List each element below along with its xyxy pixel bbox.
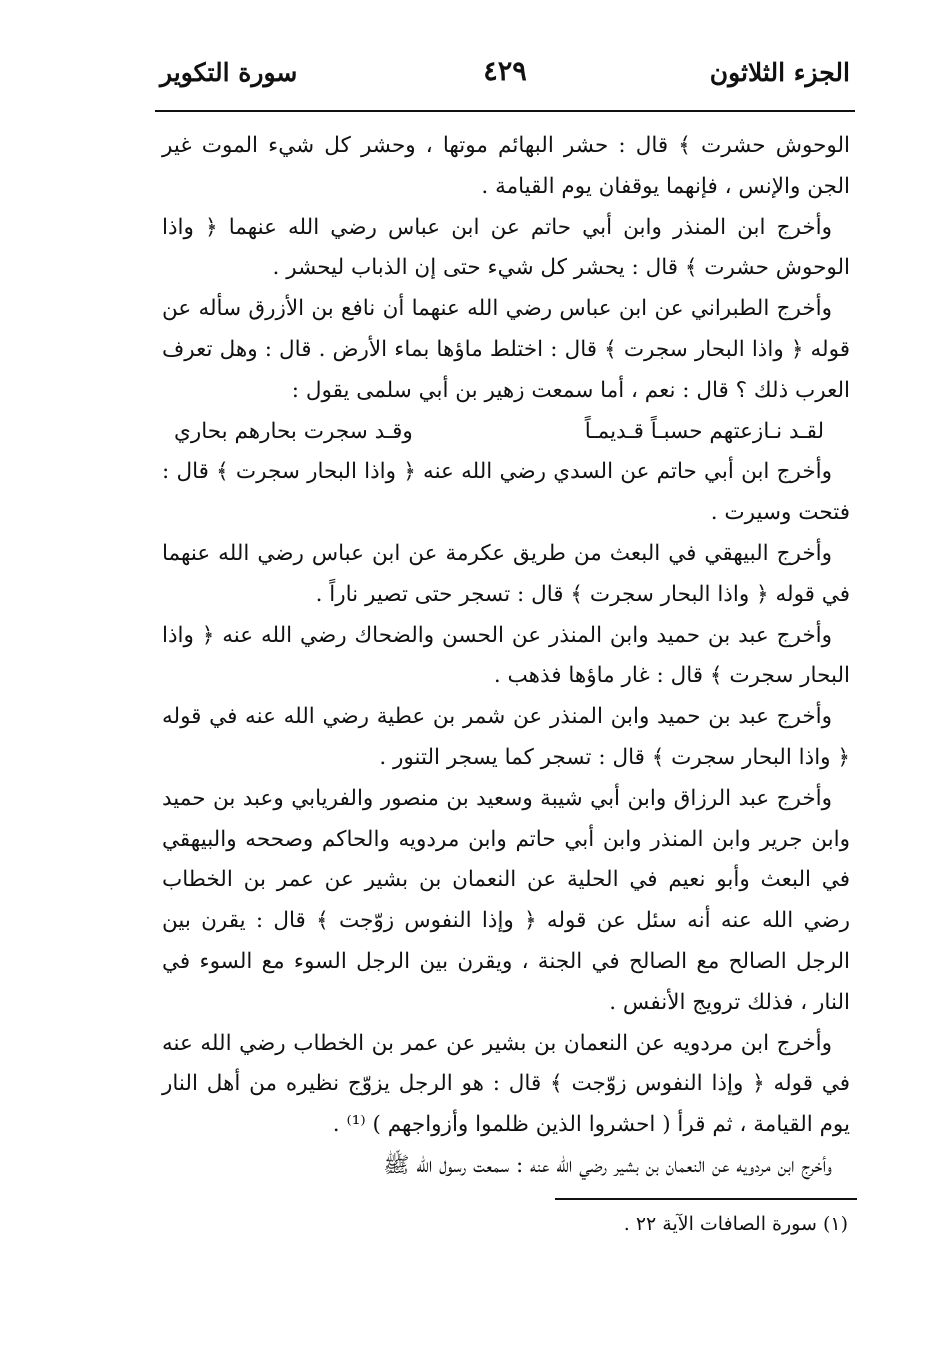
- verse-first-hemistich: لقـد نـازعتهم حسبـاً قـديمـاً: [584, 418, 824, 444]
- paragraph: وأخرج عبد بن حميد وابن المنذر عن الحسن والضحاك رضي الله عنه ﴿ واذا البحار سجرت ﴾ قال : غار ماؤها فذهب .: [162, 622, 850, 689]
- paragraph: وأخرج عبد الرزاق وابن أبي شيبة وسعيد بن منصور والفريابي وعبد بن حميد وابن جرير وابن المنذر وابن أبي حاتم وابن مردويه والحاكم وصححه والبيهقي في البعث وأبو نعيم في الحلية عن النعمان بن بشير عن عمر بن الخطاب رضي الله عنه أنه سئل عن قوله ﴿ وإذا النفوس زوّجت ﴾ قال : يقرن بين الرجل الصالح مع الصالح في الجنة ، ويقرن بين الرجل السوء مع السوء في النار ، فذلك ترويج الأنفس .: [162, 785, 850, 1015]
- paragraph: وأخرج ابن مردويه عن النعمان بن بشير رضي الله عنه : سمعت رسول الله ﷺ: [383, 1152, 832, 1178]
- poetry-verse: [162, 412, 850, 453]
- part-title: الجزء الثلاثون: [709, 58, 850, 87]
- running-header: [160, 52, 850, 102]
- page-number: ٤٢٩: [483, 56, 527, 87]
- paragraph: وأخرج ابن أبي حاتم عن السدي رضي الله عنه ﴿ واذا البحار سجرت ﴾ قال : فتحت وسيرت .: [162, 459, 850, 526]
- paragraph: وأخرج عبد بن حميد وابن المنذر عن شمر بن عطية رضي الله عنه في قوله ﴿ واذا البحار سجرت ﴾ قال : تسجر كما يسجر التنور .: [162, 704, 850, 770]
- paragraph: وأخرج الطبراني عن ابن عباس رضي الله عنهما أن نافع بن الأزرق سأله عن قوله ﴿ واذا البحار سجرت ﴾ قال : اختلط ماؤها بماء الأرض . قال : وهل تعرف العرب ذلك ؟ قال : نعم ، أما سمعت زهير بن أبي سلمى يقول :: [162, 296, 850, 403]
- paragraph: وأخرج ابن مردويه عن النعمان بن بشير عن عمر بن الخطاب رضي الله عنه في قوله ﴿ وإذا النفوس زوّجت ﴾ قال : هو الرجل يزوّج نظيره من أهل النار يوم القيامة ، ثم قرأ ( احشروا الذين ظلموا وأزواجهم ) ⁽¹⁾ .: [162, 1030, 850, 1138]
- surah-title: سورة التكوير: [160, 58, 298, 87]
- paragraph: الوحوش حشرت ﴾ قال : حشر البهائم موتها ، وحشر كل شيء الموت غير الجن والإنس ، فإنهما يوقفان يوم القيامة .: [162, 133, 850, 199]
- footnote-divider: [555, 1198, 857, 1200]
- paragraph: وأخرج ابن المنذر وابن أبي حاتم عن ابن عباس رضي الله عنهما ﴿ واذا الوحوش حشرت ﴾ قال : يحشر كل شيء حتى إن الذباب ليحشر .: [162, 214, 850, 281]
- page-body: [162, 126, 850, 1187]
- header-divider: [155, 110, 855, 112]
- footnote: (١) سورة الصافات الآية ٢٢ .: [623, 1213, 848, 1235]
- paragraph: وأخرج البيهقي في البعث من طريق عكرمة عن ابن عباس رضي الله عنهما في قوله ﴿ واذا البحار سجرت ﴾ قال : تسجر حتى تصير ناراً .: [162, 540, 850, 607]
- verse-second-hemistich: وقـد سجرت بحارهم بحاري: [174, 418, 413, 444]
